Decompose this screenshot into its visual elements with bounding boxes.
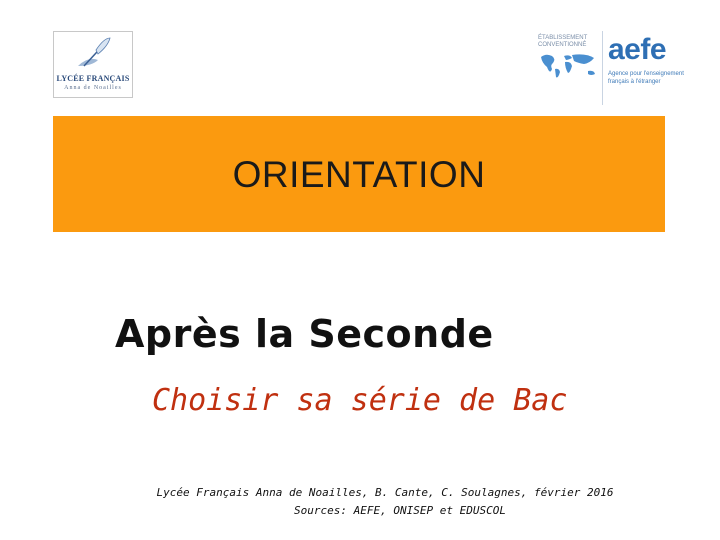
- world-map-icon: [538, 51, 600, 81]
- lycee-logo-sub: Anna de Noailles: [64, 85, 122, 91]
- slide-subtitle: Choisir sa série de Bac: [152, 383, 568, 418]
- aefe-brand: aefe: [608, 33, 667, 66]
- slide-title: Après la Seconde: [115, 312, 494, 356]
- aefe-divider: [602, 31, 603, 105]
- credits-line-2: Sources: AEFE, ONISEP et EDUSCOL: [294, 504, 506, 517]
- aefe-logo: [536, 31, 694, 107]
- lycee-logo: [53, 31, 133, 98]
- aefe-etablissement-label: ÉTABLISSEMENT CONVENTIONNÉ: [538, 35, 588, 48]
- lycee-logo-name: LYCÉE FRANÇAIS: [56, 74, 130, 83]
- orientation-banner: [53, 116, 665, 232]
- credits-line-1: Lycée Français Anna de Noailles, B. Cante, C. Soulagnes, février 2016: [156, 486, 614, 499]
- aefe-agency-label: Agence pour l'enseignement français à l'étranger: [608, 71, 684, 85]
- quill-pen-icon: [74, 36, 114, 72]
- banner-title: ORIENTATION: [232, 154, 486, 195]
